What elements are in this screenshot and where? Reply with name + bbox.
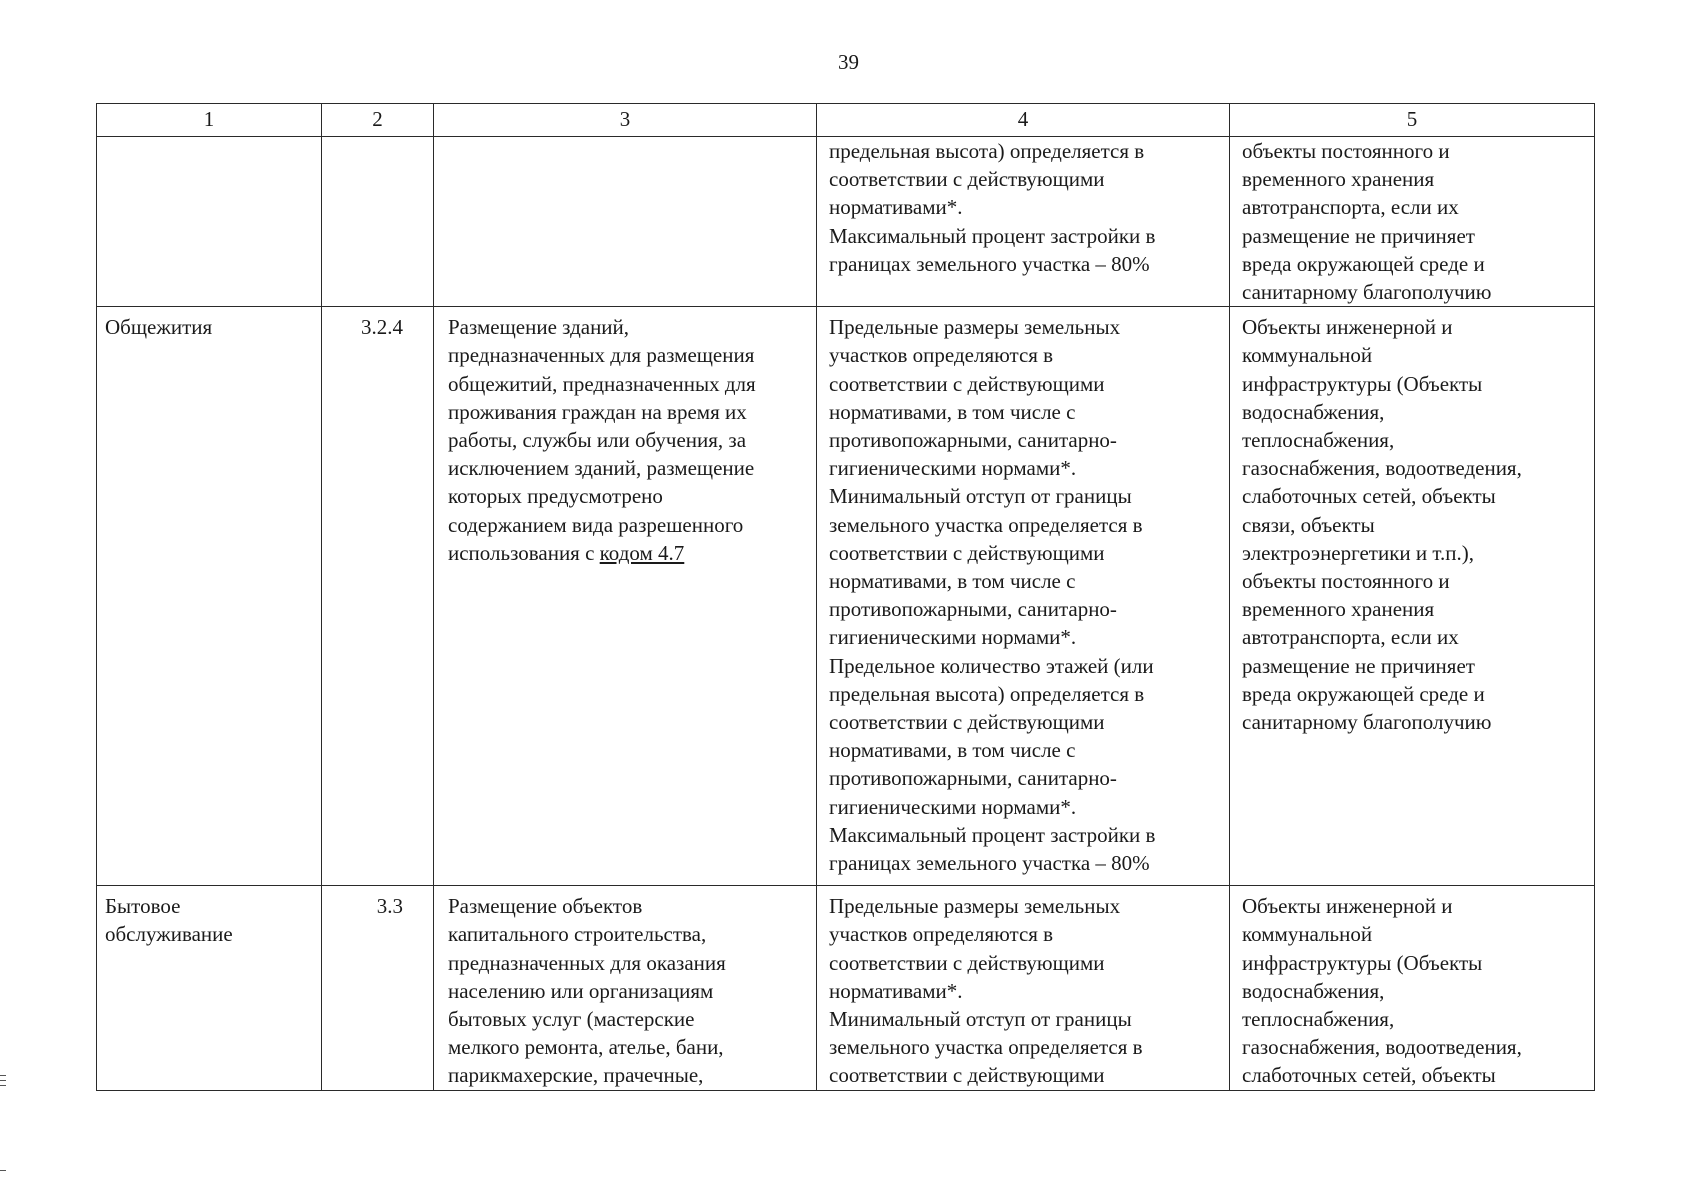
text-line: слаботочных сетей, объекты [1242,484,1496,509]
text-line: водоснабжения, [1242,978,1385,1003]
text-line: исключением зданий, размещение [448,456,755,481]
header-cell: 2 [322,104,434,137]
text-line: Размещение зданий, [448,315,630,340]
table-header-row [97,104,1595,137]
text-line: противопожарными, санитарно- [829,766,1117,791]
use-description-cell [434,137,817,307]
text-line: участков определяются в [829,922,1054,947]
text-line: автотранспорта, если их [1242,195,1459,220]
table-row [97,307,1595,886]
text-line: предназначенных для оказания [448,950,726,975]
text-line: нормативами*. [829,195,963,220]
text-line: предназначенных для размещения [448,343,755,368]
text-line: общежитий, предназначенных для [448,371,756,396]
text-line: предельная высота) определяется в [829,681,1145,706]
text-line: Размещение объектов [448,894,643,919]
text-line: нормативами*. [829,978,963,1003]
use-name-cell [97,886,322,1090]
text-line: соответствии с действующими [829,540,1105,565]
text-line: коммунальной [1242,922,1373,947]
margin-mark [0,1075,6,1076]
margin-mark [0,1080,6,1081]
use-name-cell: Общежития [97,307,322,886]
text-line: теплоснабжения, [1242,428,1395,453]
text-line: проживания граждан на время их [448,399,747,424]
text-line: водоснабжения, [1242,399,1385,424]
text-line: которых предусмотрено [448,484,663,509]
header-cell: 1 [97,104,322,137]
page-number: 39 [838,50,859,74]
text-line: соответствии с действующими [829,1063,1105,1088]
parameters-cell [817,307,1230,886]
header-cell: 5 [1230,104,1595,137]
auxiliary-uses-cell [1230,886,1595,1090]
table-row [97,886,1595,1090]
text-line: капитального строительства, [448,922,707,947]
text-line: соответствии с действующими [829,710,1105,735]
text-line: газоснабжения, водоотведения, [1242,1035,1522,1060]
table-row [97,137,1595,307]
text-line: вреда окружающей среде и [1242,681,1485,706]
text-line: санитарному благополучию [1242,280,1492,305]
text-line: обслуживание [105,922,233,947]
text-line: Предельные размеры земельных [829,315,1121,340]
text-line: Максимальный процент застройки в [829,822,1156,847]
text-line: теплоснабжения, [1242,1007,1395,1032]
auxiliary-uses-cell [1230,307,1595,886]
text-line: инфраструктуры (Объекты [1242,371,1483,396]
text-line: гигиеническими нормами*. [829,456,1077,481]
use-name-cell [97,137,322,307]
text-line: соответствии с действующими [829,167,1105,192]
text-line: противопожарными, санитарно- [829,597,1117,622]
description-text: использования с [448,540,600,565]
text-line: размещение не причиняет [1242,653,1475,678]
use-code-cell: 3.2.4 [322,307,434,886]
text-line: парикмахерские, прачечные, [448,1063,704,1088]
text-line: работы, службы или обучения, за [448,428,747,453]
use-code-cell [322,137,434,307]
text-line: газоснабжения, водоотведения, [1242,456,1522,481]
text-line: санитарному благополучию [1242,710,1492,735]
header-cell: 4 [817,104,1230,137]
text-line: инфраструктуры (Объекты [1242,950,1483,975]
text-line: гигиеническими нормами*. [829,625,1077,650]
description-last-line [448,539,808,567]
text-line: земельного участка определяется в [829,1035,1143,1060]
use-description-cell [434,886,817,1090]
auxiliary-uses-cell [1230,137,1595,307]
code-4-7-link[interactable]: кодом 4.7 [599,540,685,565]
text-line: населению или организациям [448,978,714,1003]
text-line: нормативами, в том числе с [829,569,1076,594]
text-line: Минимальный отступ от границы [829,1007,1132,1032]
land-use-table [96,103,1595,1091]
text-line: границах земельного участка – 80% [829,251,1150,276]
text-line: временного хранения [1242,167,1435,192]
text-line: коммунальной [1242,343,1373,368]
text-line: связи, объекты [1242,512,1375,537]
text-line: содержанием вида разрешенного [448,512,744,537]
text-line: нормативами, в том числе с [829,738,1076,763]
text-line: Объекты инженерной и [1242,315,1453,340]
text-line: объекты постоянного и [1242,139,1450,163]
parameters-cell [817,137,1230,307]
text-line: Бытовое [105,894,181,919]
text-line: Объекты инженерной и [1242,894,1453,919]
text-line: противопожарными, санитарно- [829,428,1117,453]
text-line: электроэнергетики и т.п.), [1242,540,1474,565]
text-line: предельная высота) определяется в [829,139,1145,163]
text-line: нормативами, в том числе с [829,399,1076,424]
text-line: Предельное количество этажей (или [829,653,1154,678]
text-line: объекты постоянного и [1242,569,1450,594]
parameters-cell [817,886,1230,1090]
use-code-cell: 3.3 [322,886,434,1090]
margin-mark [0,1170,6,1171]
text-line: слаботочных сетей, объекты [1242,1063,1496,1088]
text-line: границах земельного участка – 80% [829,851,1150,876]
text-line: гигиеническими нормами*. [829,794,1077,819]
text-line: мелкого ремонта, ателье, бани, [448,1035,724,1060]
text-line: размещение не причиняет [1242,223,1475,248]
text-line: Максимальный процент застройки в [829,223,1156,248]
text-line: соответствии с действующими [829,950,1105,975]
text-line: Предельные размеры земельных [829,894,1121,919]
text-line: участков определяются в [829,343,1054,368]
text-line: Минимальный отступ от границы [829,484,1132,509]
text-line: соответствии с действующими [829,371,1105,396]
text-line: вреда окружающей среде и [1242,251,1485,276]
text-line: автотранспорта, если их [1242,625,1459,650]
header-cell: 3 [434,104,817,137]
use-description-cell [434,307,817,886]
text-line: бытовых услуг (мастерские [448,1007,695,1032]
margin-mark [0,1085,6,1086]
text-line: временного хранения [1242,597,1435,622]
text-line: земельного участка определяется в [829,512,1143,537]
